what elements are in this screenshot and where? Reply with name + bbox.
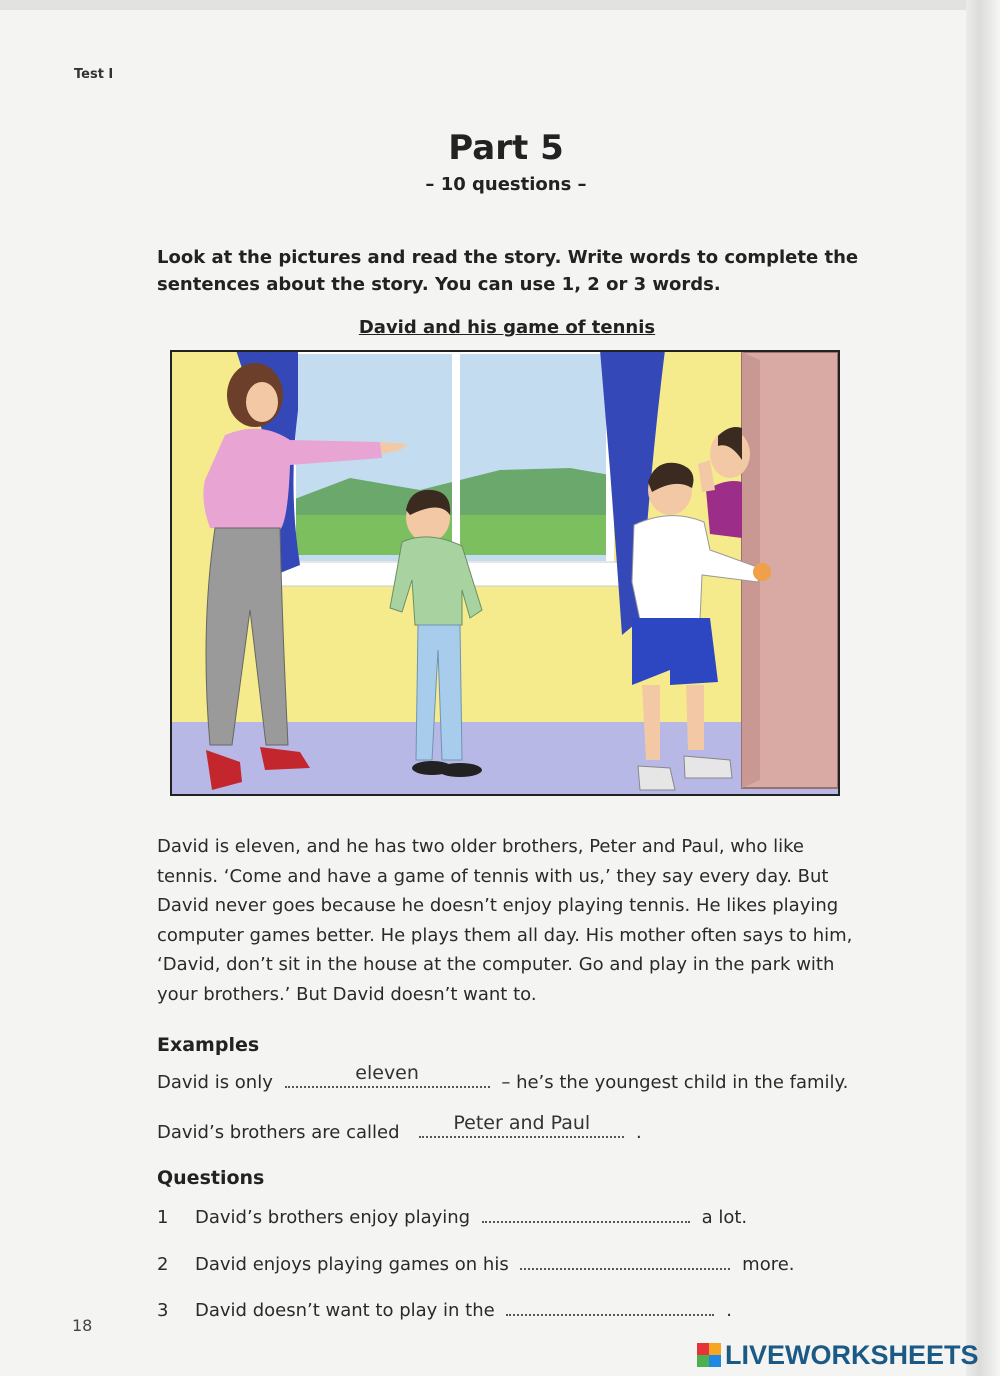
question-1-number: 1 xyxy=(157,1207,169,1228)
page-binding-edge xyxy=(966,0,1000,1376)
question-1-before: David’s brothers enjoy playing xyxy=(195,1207,471,1228)
example-2-answer-field[interactable] xyxy=(419,1112,624,1138)
example-2-after: . xyxy=(636,1122,642,1143)
example-1 xyxy=(157,1062,849,1093)
tennis-ball xyxy=(753,563,771,581)
page-number: 18 xyxy=(72,1316,93,1335)
question-3-number: 3 xyxy=(157,1300,169,1321)
example-2-answer: Peter and Paul xyxy=(453,1112,591,1134)
page-top-edge xyxy=(0,0,1000,10)
question-2 xyxy=(157,1252,795,1275)
liveworksheets-logo-icon xyxy=(697,1343,721,1367)
question-3-answer-field[interactable] xyxy=(506,1298,714,1316)
question-3-before: David doesn’t want to play in the xyxy=(195,1300,495,1321)
question-2-number: 2 xyxy=(157,1254,169,1275)
example-2-before: David’s brothers are called xyxy=(157,1122,400,1143)
liveworksheets-logo xyxy=(697,1340,979,1370)
part-subtitle: – 10 questions – xyxy=(425,174,587,195)
questions-heading: Questions xyxy=(157,1167,265,1189)
part-title: Part 5 xyxy=(448,128,564,168)
story-title: David and his game of tennis xyxy=(358,317,656,338)
question-3 xyxy=(157,1298,732,1321)
question-2-before: David enjoys playing games on his xyxy=(195,1254,509,1275)
test-label: Test I xyxy=(74,67,114,82)
example-1-answer-field[interactable] xyxy=(285,1062,490,1088)
instructions: Look at the pictures and read the story. Write words to complete the sentences about the story. You can use 1, 2 or 3 words. xyxy=(157,247,859,295)
example-1-before: David is only xyxy=(157,1072,273,1093)
question-3-after: . xyxy=(726,1300,732,1321)
example-1-after: – he’s the youngest child in the family. xyxy=(501,1072,849,1093)
example-1-answer: eleven xyxy=(355,1062,419,1084)
story-illustration xyxy=(170,350,840,796)
examples-heading: Examples xyxy=(157,1034,260,1056)
question-2-answer-field[interactable] xyxy=(520,1252,730,1270)
example-2 xyxy=(157,1112,642,1143)
question-1-after: a lot. xyxy=(701,1207,748,1228)
question-2-after: more. xyxy=(742,1254,795,1275)
story-text: David is eleven, and he has two older brothers, Peter and Paul, who like tennis. ‘Come and have a game of tennis with us,’ they say every day. But David never goes because he doesn’t enjoy playing tennis. He likes playing computer games better. He plays them all day. His mother often says to him, ‘David, don’t sit in the house at the computer. Go and play in the park with your brothers.’ But David doesn’t want to. xyxy=(157,836,853,1005)
question-1-answer-field[interactable] xyxy=(482,1205,690,1223)
question-1 xyxy=(157,1205,747,1228)
liveworksheets-logo-text: LIVEWORKSHEETS xyxy=(725,1339,979,1370)
